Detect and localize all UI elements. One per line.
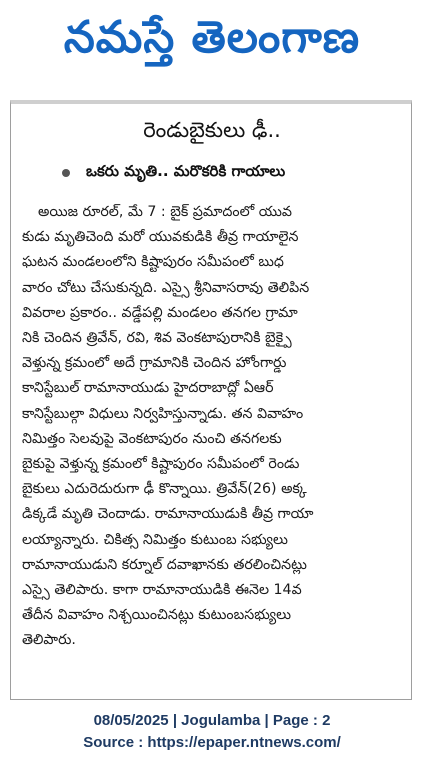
article-body-line: అయిజ రూరల్, మే 7 : బైక్ ప్రమాదంలో యువ: [38, 204, 292, 220]
article-body-line: డిక్కడే మృతి చెందాడు. రామానాయుడుకి తీవ్ర గాయా: [22, 506, 314, 523]
article-body-line: బైకులు ఎదురెదురుగా ఢీ కొన్నాయి. త్రివేన్(26) అక్క: [22, 481, 307, 498]
masthead: [0, 0, 424, 86]
article-body-line: లయ్యాన్నారు. చికిత్స నిమిత్తం కుటుంబ సభ్యులు: [22, 531, 288, 548]
article-body-line: తేదీన వివాహం నిశ్చయించినట్లు కుటుంబసభ్యులు: [22, 607, 292, 624]
article-body-line: వారం చోటు చేసుకున్నది. ఎస్సై శ్రీనివాసరావు తెలిపిన: [22, 279, 310, 296]
footer-source: Source : https://epaper.ntnews.com/: [83, 734, 341, 751]
article-body-line: కానిస్టేబుల్గా విధులు నిర్వహిస్తున్నాడు. తన వివాహం: [22, 405, 304, 422]
article-body-line: ఎస్సై తెలిపారు. కాగా రామానాయుడికి ఈనెల 14వ: [22, 582, 302, 599]
footer-date-edition: 08/05/2025 | Jogulamba | Page : 2: [93, 712, 331, 729]
article-body-line: వివరాల ప్రకారం.. వడ్డేపల్లి మండలం తనగల గ్రామా: [22, 304, 298, 321]
article-body-line: కుడు మృతిచెంది మరో యువకుడికి తీవ్ర గాయాలైన: [22, 229, 299, 246]
article-subhead-row: [62, 162, 285, 184]
article-body-line: వెళ్తున్న క్రమంలో అదే గ్రామానికి చెందిన హోంగార్డు: [22, 355, 287, 372]
newspaper-title: నమస్తే తెలంగాణ: [63, 12, 361, 63]
article-body-line: కానిస్టేబుల్ రామానాయుడు హైదరాబాద్లో ఏఆర్: [22, 380, 274, 397]
bullet-icon: [62, 169, 70, 177]
article-body-line: బైకుపై వెళ్తున్న క్రమంలో కిష్టాపురం సమీపంలో రెండు: [22, 456, 300, 473]
article-body-line: రామానాయుడుని కర్నూల్ దవాఖానకు తరలించినట్లు: [22, 556, 307, 573]
article-body-line: నిమిత్తం సెలవుపై వెంకటాపురం నుంచి తనగలకు: [22, 430, 282, 447]
article-body-line: ఘటన మండలంలోని కిష్టాపురం సమీపంలో బుధ: [22, 254, 284, 271]
article-body: [22, 200, 398, 654]
article-body-line: తెలిపారు.: [22, 632, 76, 649]
article-subhead: ఒకరు మృతి.. మరొకరికి గాయాలు: [86, 162, 286, 180]
article-headline: రెండుబైకులు ఢీ..: [143, 118, 281, 142]
article-body-line: నికి చెందిన త్రివేన్, రవి, శివ వెంకటాపురానికి బైక్పై: [22, 330, 292, 347]
